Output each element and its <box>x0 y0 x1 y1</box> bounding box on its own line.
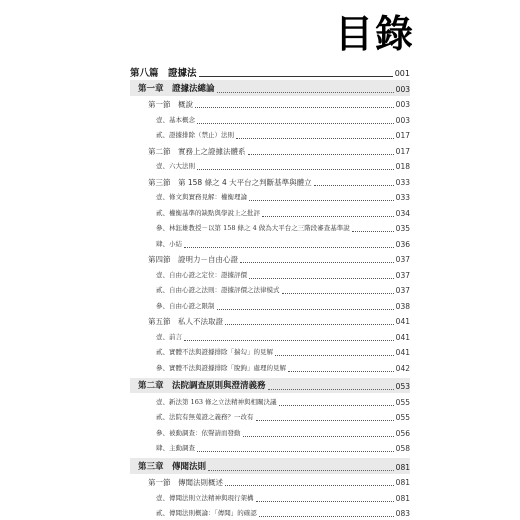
toc-entry-label: 壹、前言 <box>156 331 182 344</box>
toc-entry-item <box>130 489 410 505</box>
toc-entry-page-number: 037 <box>396 269 410 282</box>
toc-entry-item <box>130 393 410 409</box>
toc-entry-sec <box>130 474 410 490</box>
toc-entry-page-number: 003 <box>396 83 410 96</box>
toc-entry-page-number: 042 <box>396 362 410 375</box>
dot-leader <box>275 355 394 356</box>
toc-entry-page-number: 041 <box>396 331 410 344</box>
dot-leader <box>225 324 394 325</box>
dot-leader <box>288 371 394 372</box>
dot-leader <box>217 309 394 310</box>
dot-leader <box>197 169 394 170</box>
toc-entry-chap <box>130 458 410 474</box>
toc-entry-sec <box>130 173 410 189</box>
toc-entry-label: 貳、證據排除（禁止）法則 <box>156 129 234 142</box>
toc-entry-label: 第四節 證明力－自由心證 <box>148 253 238 266</box>
dot-leader <box>268 389 394 390</box>
toc-entry-page-number: 081 <box>396 492 410 505</box>
toc-entry-item <box>130 505 410 520</box>
toc-entry-sec <box>130 313 410 329</box>
dot-leader <box>279 405 394 406</box>
toc-entry-page-number: 041 <box>396 346 410 359</box>
toc-entry-item <box>130 266 410 282</box>
toc-entry-chap <box>130 378 410 394</box>
toc-entry-label: 參、實體不法與證據排除「脫鉤」處理的見解 <box>156 362 286 375</box>
toc-entry-label: 第二章 法院調查原則與澄清義務 <box>138 380 266 393</box>
toc-entry-item <box>130 409 410 425</box>
toc-entry-label: 參、自由心證之限制 <box>156 300 215 313</box>
toc-entry-item <box>130 359 410 375</box>
toc-entry-page-number: 058 <box>396 442 410 455</box>
toc-entry-label: 第一章 證據法總論 <box>138 83 215 96</box>
toc-entry-item <box>130 328 410 344</box>
toc-entry-item <box>130 282 410 298</box>
toc-entry-sec <box>130 142 410 158</box>
dot-leader <box>256 420 394 421</box>
dot-leader <box>249 200 394 201</box>
toc-entry-page-number: 037 <box>396 284 410 297</box>
toc-entry-label: 第五節 私人不法取證 <box>148 315 223 328</box>
toc-entry-page-number: 038 <box>396 300 410 313</box>
toc-entry-label: 貳、傳聞法則概論：「傳聞」的確認 <box>156 507 257 520</box>
dot-leader <box>225 485 394 486</box>
toc-entry-item <box>130 158 410 174</box>
toc-entry-label: 壹、六大法則 <box>156 160 195 173</box>
toc-entry-label: 貳、法院有無蒐證之義務？一改有 <box>156 411 254 424</box>
toc-entry-page-number: 003 <box>396 114 410 127</box>
dot-leader <box>243 436 394 437</box>
toc-entry-label: 肆、主動調查 <box>156 442 195 455</box>
toc-entry-label: 壹、條文與實務見解：權衡理論 <box>156 191 247 204</box>
toc-entry-page-number: 037 <box>396 253 410 266</box>
dot-leader <box>259 516 394 517</box>
toc-entry-page-number: 017 <box>396 145 410 158</box>
toc-entry-label: 壹、新法第 163 條之立法精神與相關決議 <box>156 396 277 409</box>
toc-entry-chap <box>130 80 410 96</box>
toc-entry-page-number: 056 <box>396 427 410 440</box>
toc-entry-part <box>130 65 410 80</box>
toc-entry-label: 參、林鈺雄教授－以第 158 條之 4 做為大平台之三階段審查基準說 <box>156 222 350 235</box>
toc-entry-item <box>130 189 410 205</box>
dot-leader <box>199 76 393 77</box>
toc-entry-page-number: 081 <box>396 461 410 474</box>
toc-entry-label: 第八篇 證據法 <box>130 67 197 80</box>
toc-entry-page-number: 018 <box>396 160 410 173</box>
toc-entry-page-number: 053 <box>396 380 410 393</box>
dot-leader <box>195 107 394 108</box>
toc-entry-item <box>130 235 410 251</box>
toc-entry-page-number: 055 <box>396 396 410 409</box>
dot-leader <box>208 470 394 471</box>
toc-entry-page-number: 034 <box>396 207 410 220</box>
dot-leader <box>184 340 394 341</box>
page-title: 目錄 <box>335 12 415 56</box>
toc-entry-page-number: 081 <box>396 476 410 489</box>
toc-entry-page-number: 083 <box>396 507 410 520</box>
dot-leader <box>248 154 394 155</box>
toc-entry-page-number: 035 <box>396 222 410 235</box>
toc-entry-page-number: 003 <box>396 98 410 111</box>
toc-entry-item <box>130 220 410 236</box>
toc-entry-label: 貳、實體不法與證據排除「揣勾」的見解 <box>156 346 273 359</box>
dot-leader <box>217 92 394 93</box>
toc-entry-item <box>130 344 410 360</box>
dot-leader <box>197 451 394 452</box>
dot-leader <box>249 278 394 279</box>
toc-entry-label: 第二節 實務上之證據法體系 <box>148 145 246 158</box>
toc-entry-label: 貳、權衡基準的缺點與學說上之批評 <box>156 207 260 220</box>
dot-leader <box>256 501 394 502</box>
dot-leader <box>352 231 394 232</box>
toc-entry-page-number: 036 <box>396 238 410 251</box>
toc-entry-label: 第三節 第 158 條之 4 大平台之判斷基準與體立 <box>148 176 312 189</box>
toc-entry-label: 第一節 概說 <box>148 98 193 111</box>
toc-entry-page-number: 033 <box>396 191 410 204</box>
toc-entry-page-number: 055 <box>396 411 410 424</box>
toc-entry-label: 壹、自由心證之定位：證據評價 <box>156 269 247 282</box>
dot-leader <box>240 262 394 263</box>
dot-leader <box>282 293 394 294</box>
table-of-contents <box>130 62 410 520</box>
toc-entry-page-number: 041 <box>396 315 410 328</box>
toc-entry-label: 壹、傳聞法則立法精神與現行架構 <box>156 492 254 505</box>
toc-entry-item <box>130 440 410 456</box>
toc-entry-item <box>130 111 410 127</box>
toc-entry-sec <box>130 251 410 267</box>
dot-leader <box>314 185 394 186</box>
toc-entry-page-number: 033 <box>396 176 410 189</box>
toc-entry-item <box>130 204 410 220</box>
dot-leader <box>184 247 394 248</box>
toc-entry-page-number: 017 <box>396 129 410 142</box>
toc-entry-item <box>130 424 410 440</box>
dot-leader <box>262 216 394 217</box>
toc-entry-sec <box>130 96 410 112</box>
toc-entry-label: 貳、自由心證之法則：證據評價之法律模式 <box>156 284 280 297</box>
toc-entry-label: 第一節 傳聞法則概述 <box>148 476 223 489</box>
toc-entry-label: 第三章 傳聞法則 <box>138 461 206 474</box>
dot-leader <box>197 123 394 124</box>
toc-entry-item <box>130 127 410 143</box>
toc-entry-item <box>130 297 410 313</box>
toc-entry-label: 肆、小結 <box>156 238 182 251</box>
toc-entry-page-number: 001 <box>395 67 410 80</box>
toc-entry-label: 壹、基本概念 <box>156 114 195 127</box>
toc-entry-label: 參、被動調查：依聲請而發動 <box>156 427 241 440</box>
dot-leader <box>236 138 394 139</box>
